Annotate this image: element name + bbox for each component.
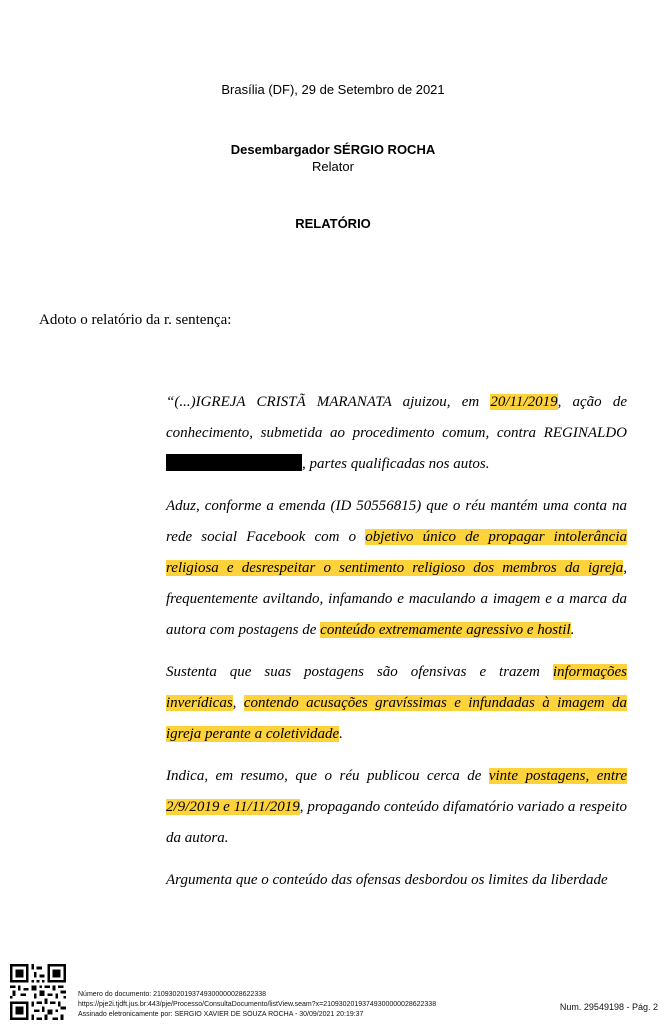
judge-name: Desembargador SÉRGIO ROCHA [230,142,436,157]
p3-text-b: , [232,695,244,711]
page-footer [0,934,666,1024]
p2-text-a: Aduz, conforme a emenda (ID 50556815) que o réu mantém uma conta na rede social Facebook com o [166,498,627,545]
judge-role: Relator [312,159,354,174]
qr-code-icon [10,964,66,1020]
doc-url: https://pje2i.tjdft.jus.br:443/pje/Processo/ConsultaDocumento/listView.seam?x=21093020193749300000028622338 [78,1001,437,1008]
p2-text-b: , frequentemente aviltando, infamando e maculando a imagem e a marca da autora com postagens de [166,560,627,638]
p2-text-c: . [570,622,575,638]
doc-number: Número do documento: 21093020193749300000028622338 [78,991,266,998]
intro-text: Adoto o relatório da r. sentença: [39,312,232,328]
page-number: Num. 29549198 - Pág. 2 [559,1002,658,1012]
p5-text: Argumenta que o conteúdo das ofensas desbordou os limites da liberdade [166,872,608,888]
quote-paragraph-3 [166,657,627,750]
p4-text-a: Indica, em resumo, que o réu publicou cerca de [166,768,489,784]
p3-text-a: Sustenta que suas postagens são ofensivas e trazem [166,664,553,680]
p3-text-c: . [339,726,343,742]
p4-text-b: , propagando conteúdo difamatório variado a respeito da autora. [166,799,627,846]
place-date: Brasília (DF), 29 de Setembro de 2021 [221,82,445,97]
quote-paragraph-2 [166,491,627,646]
section-title: RELATÓRIO [295,216,371,231]
p2-highlight-2: conteúdo extremamente agressivo e hostil [320,622,571,638]
p1-text-c: , partes qualificadas nos autos. [302,456,490,472]
quote-paragraph-4 [166,761,627,854]
p3-highlight-1: informações inverídicas [166,664,627,711]
p1-text-b: , ação de conhecimento, submetida ao procedimento comum, contra REGINALDO [166,394,627,441]
quote-block [166,387,627,896]
p1-highlight: 20/11/2019 [490,394,558,410]
signed-by: Assinado eletronicamente por: SERGIO XAVIER DE SOUZA ROCHA - 30/09/2021 20:19:37 [78,1011,364,1018]
quote-paragraph-5 [166,865,627,896]
p3-highlight-2: contendo acusações gravíssimas e infundadas à imagem da igreja perante a coletividade [166,695,627,742]
p4-highlight: vinte postagens, entre 2/9/2019 e 11/11/2019 [166,768,627,815]
p1-text-a: “(...)IGREJA CRISTÃ MARANATA ajuizou, em [166,394,491,410]
p2-highlight-1: objetivo único de propagar intolerância religiosa e desrespeitar o sentimento religioso dos membros da igreja [166,529,627,576]
quote-paragraph-1 [166,387,627,480]
redaction-bar [166,454,302,471]
